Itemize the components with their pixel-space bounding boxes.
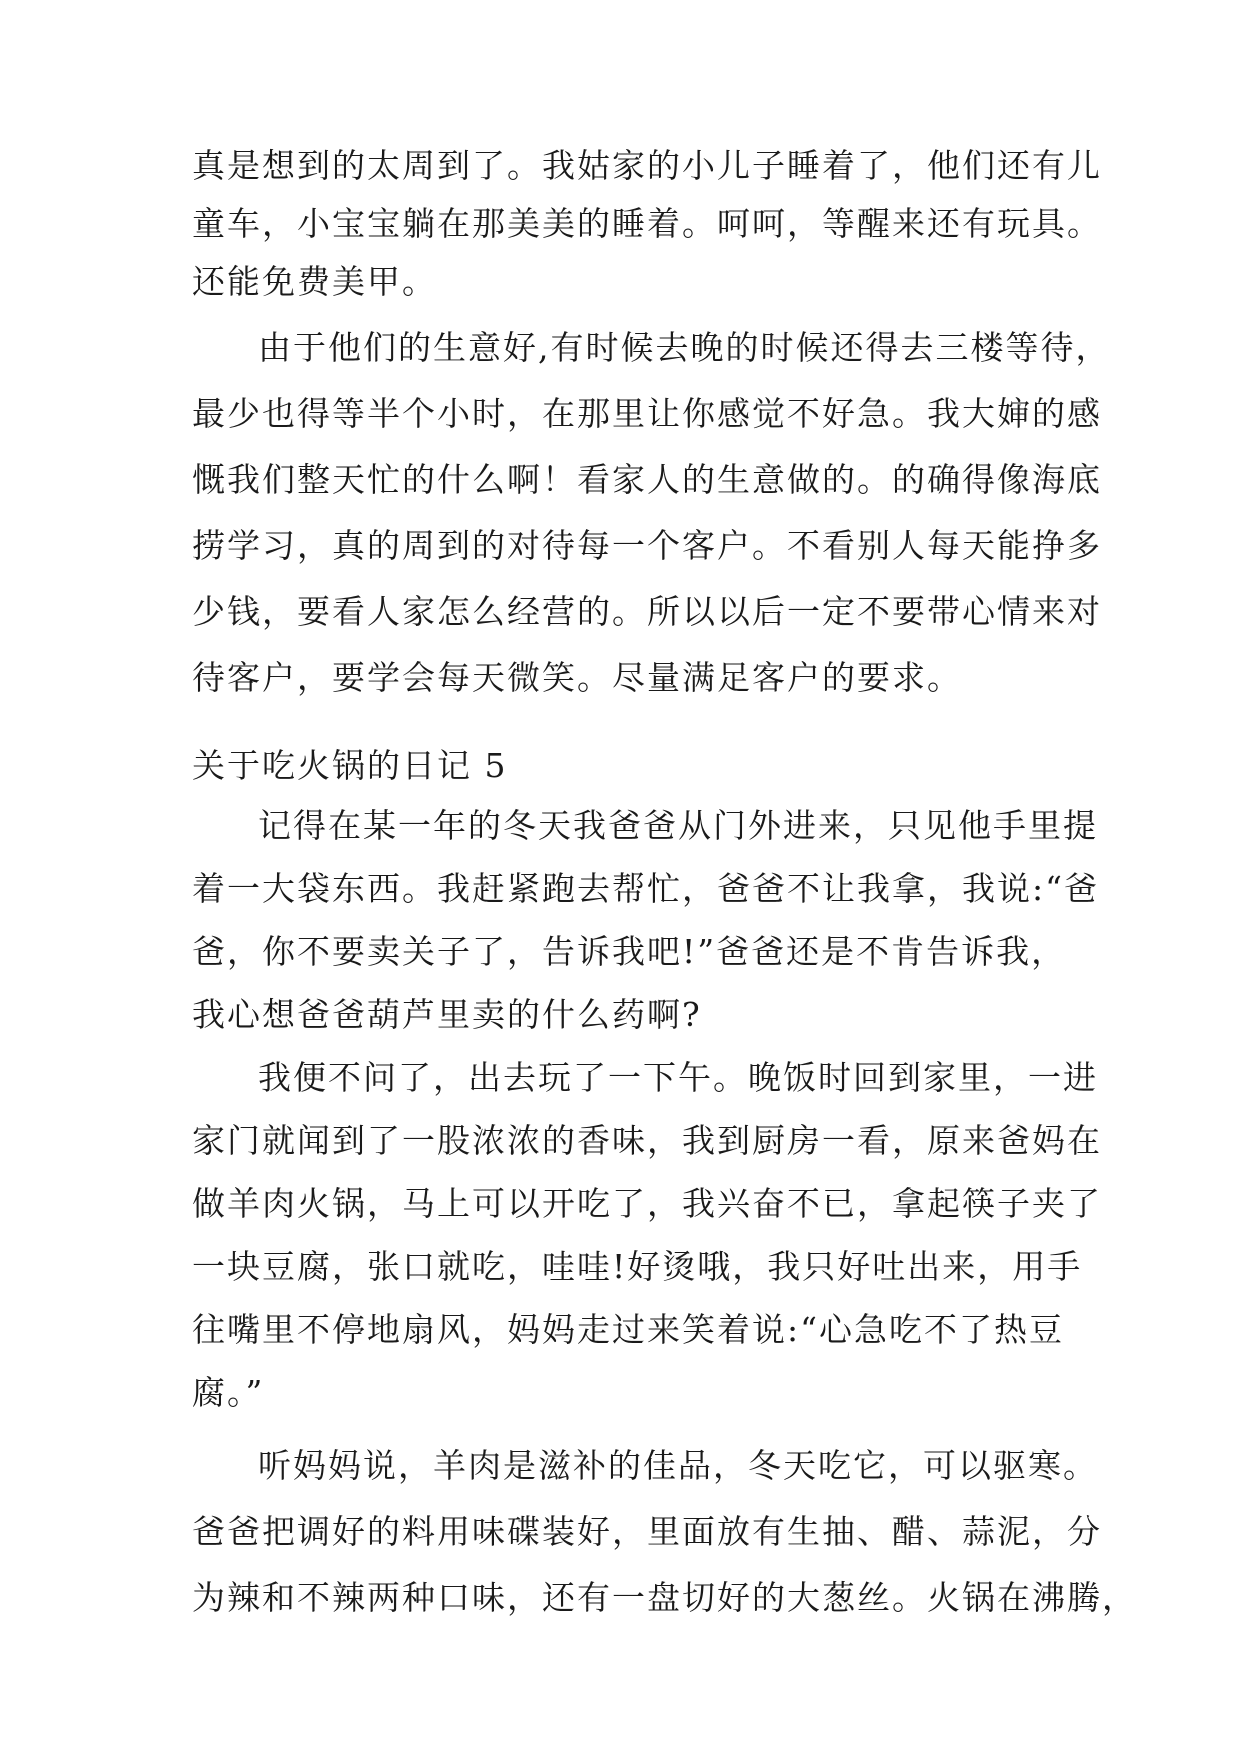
paragraph-line: 还能免费美甲。 xyxy=(192,262,437,301)
paragraph-line: 捞学习，真的周到的对待每一个客户。不看别人每天能挣多 xyxy=(192,526,1102,565)
paragraph-line: 童车，小宝宝躺在那美美的睡着。呵呵，等醒来还有玩具。 xyxy=(192,204,1102,243)
paragraph-line: 爸，你不要卖关子了，告诉我吧!”爸爸还是不肯告诉我， xyxy=(192,932,1067,971)
paragraph-line: 我便不问了，出去玩了一下午。晚饭时回到家里，一进 xyxy=(258,1058,1098,1097)
paragraph-line: 最少也得等半个小时，在那里让你感觉不好急。我大婶的感 xyxy=(192,394,1102,433)
paragraph-line: 我心想爸爸葫芦里卖的什么药啊? xyxy=(192,995,702,1034)
paragraph-line: 真是想到的太周到了。我姑家的小儿子睡着了，他们还有儿 xyxy=(192,146,1102,185)
paragraph-line: 家门就闻到了一股浓浓的香味，我到厨房一看，原来爸妈在 xyxy=(192,1121,1102,1160)
paragraph-line: 待客户，要学会每天微笑。尽量满足客户的要求。 xyxy=(192,658,962,697)
paragraph-line: 一块豆腐，张口就吃，哇哇!好烫哦，我只好吐出来，用手 xyxy=(192,1247,1083,1286)
paragraph-line: 往嘴里不停地扇风，妈妈走过来笑着说:“心急吃不了热豆 xyxy=(192,1310,1064,1349)
paragraph-line: 着一大袋东西。我赶紧跑去帮忙，爸爸不让我拿，我说:“爸 xyxy=(192,869,1099,908)
paragraph-line: 听妈妈说，羊肉是滋补的佳品，冬天吃它，可以驱寒。 xyxy=(258,1446,1098,1485)
paragraph-line: 记得在某一年的冬天我爸爸从门外进来，只见他手里提 xyxy=(258,806,1098,845)
section-heading: 关于吃火锅的日记 5 xyxy=(192,746,508,785)
paragraph-line: 腐。” xyxy=(192,1373,265,1412)
paragraph-line: 由于他们的生意好,有时候去晚的时候还得去三楼等待， xyxy=(258,328,1111,367)
paragraph-line: 做羊肉火锅，马上可以开吃了，我兴奋不已，拿起筷子夹了 xyxy=(192,1184,1102,1223)
paragraph-line: 慨我们整天忙的什么啊！看家人的生意做的。的确得像海底 xyxy=(192,460,1102,499)
paragraph-line: 为辣和不辣两种口味，还有一盘切好的大葱丝。火锅在沸腾， xyxy=(192,1578,1137,1617)
paragraph-line: 少钱，要看人家怎么经营的。所以以后一定不要带心情来对 xyxy=(192,592,1102,631)
paragraph-line: 爸爸把调好的料用味碟装好，里面放有生抽、醋、蒜泥，分 xyxy=(192,1512,1102,1551)
